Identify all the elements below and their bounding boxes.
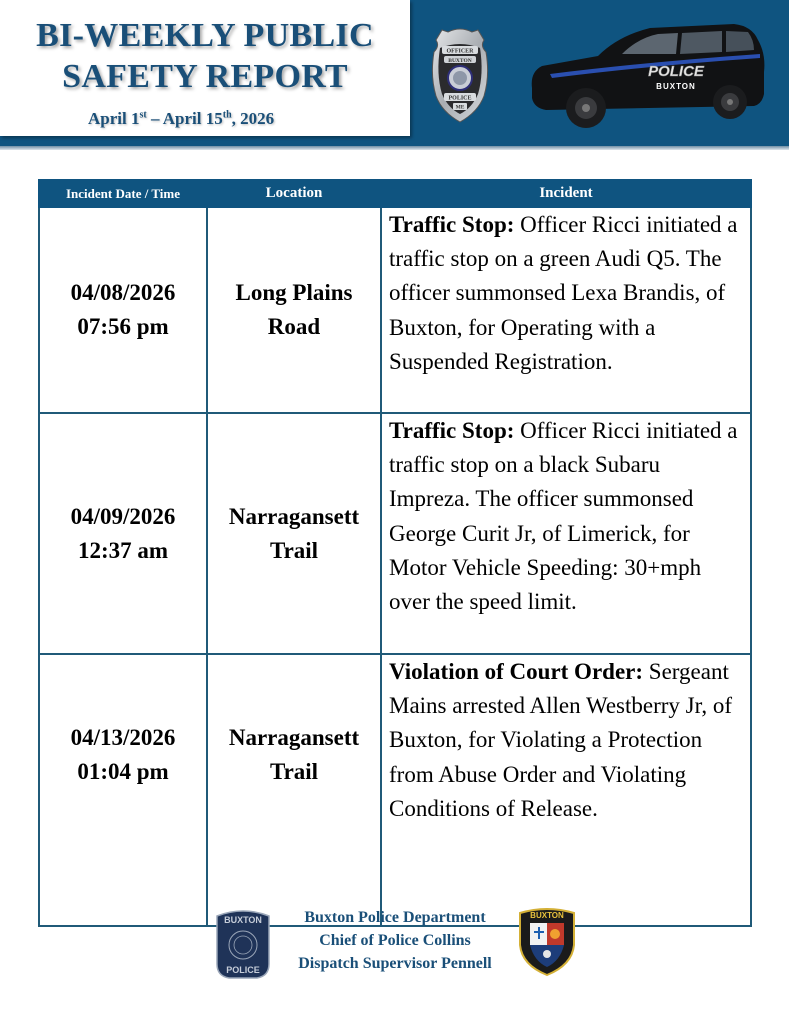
footer-signature <box>270 906 520 975</box>
date-year: , 2026 <box>231 109 275 128</box>
location-line-1: Narragansett <box>228 725 360 750</box>
police-car-icon <box>526 14 770 132</box>
report-date-range <box>88 109 274 129</box>
location-line-2: Trail <box>269 759 319 784</box>
patch-text-buxton: BUXTON <box>224 915 262 925</box>
car-text-police: POLICE <box>648 63 704 80</box>
date-end: April 15 <box>162 109 223 128</box>
footer-chief: Chief of Police Collins <box>319 932 471 949</box>
date-start-suffix: st <box>139 109 147 121</box>
patch-text-police: POLICE <box>226 965 260 975</box>
incident-location-cell <box>207 654 381 926</box>
incident-date: 04/09/2026 <box>70 503 176 529</box>
incident-table <box>38 179 752 927</box>
buxton-police-patch-icon <box>213 906 273 980</box>
incident-description-cell <box>381 413 751 654</box>
column-header-date-time: Incident Date / Time <box>39 180 207 207</box>
incident-description-cell <box>381 654 751 926</box>
car-text-buxton: BUXTON <box>656 82 696 91</box>
date-start: April 1 <box>88 109 140 128</box>
report-title-line-2: SAFETY REPORT <box>62 58 348 95</box>
footer-dispatch-supervisor: Dispatch Supervisor Pennell <box>298 955 492 972</box>
badge-text-buxton: BUXTON <box>448 58 472 64</box>
table-row <box>39 413 751 654</box>
column-header-location: Location <box>207 180 381 207</box>
table-row <box>39 654 751 926</box>
incident-type: Traffic Stop: <box>389 418 515 443</box>
patch-text-buxton: BUXTON <box>530 911 564 920</box>
incident-text: Officer Ricci initiated a traffic stop on a black Subaru Impreza. The officer summonsed George Curit Jr, of Limerick, for Motor Vehicle Speeding: 30+mph over the speed limit. <box>389 418 738 615</box>
incident-text: Officer Ricci initiated a traffic stop on a green Audi Q5. The officer summonsed Lexa Brandis, of Buxton, for Operating with a Suspended Registration. <box>389 212 738 374</box>
date-end-suffix: th <box>222 109 232 121</box>
incident-time: 07:56 pm <box>77 314 169 339</box>
incident-location-cell <box>207 207 381 413</box>
incident-type: Traffic Stop: <box>389 212 515 237</box>
location-line-2: Road <box>267 314 321 339</box>
badge-text-state: ME <box>455 104 465 111</box>
header-divider <box>0 146 789 150</box>
badge-text-police: POLICE <box>448 95 472 102</box>
incident-time: 01:04 pm <box>77 759 169 784</box>
column-header-incident: Incident <box>381 180 751 207</box>
officer-badge-icon <box>428 26 492 124</box>
incident-date-time-cell <box>39 654 207 926</box>
report-title-line-1: BI-WEEKLY PUBLIC <box>36 17 374 54</box>
incident-date: 04/13/2026 <box>70 725 176 750</box>
table-header-row <box>39 180 751 207</box>
location-line-1: Long Plains <box>235 280 353 305</box>
title-panel <box>0 0 410 136</box>
incident-date: 04/08/2026 <box>70 280 176 305</box>
incident-date-time-cell <box>39 207 207 413</box>
incident-description-cell <box>381 207 751 413</box>
incident-location-cell <box>207 413 381 654</box>
date-separator: – <box>146 109 163 128</box>
table-row <box>39 207 751 413</box>
incident-time: 12:37 am <box>77 537 169 563</box>
footer-department: Buxton Police Department <box>304 909 486 926</box>
incident-text: Sergeant Mains arrested Allen Westberry Jr, of Buxton, for Violating a Protection from Abuse Order and Violating Conditions of Release. <box>389 659 732 821</box>
location-line-2: Trail <box>269 537 319 563</box>
buxton-emergency-services-patch-icon <box>516 905 578 977</box>
incident-type: Violation of Court Order: <box>389 659 644 684</box>
location-line-1: Narragansett <box>228 503 360 529</box>
incident-date-time-cell <box>39 413 207 654</box>
badge-text-officer: OFFICER <box>446 48 474 55</box>
